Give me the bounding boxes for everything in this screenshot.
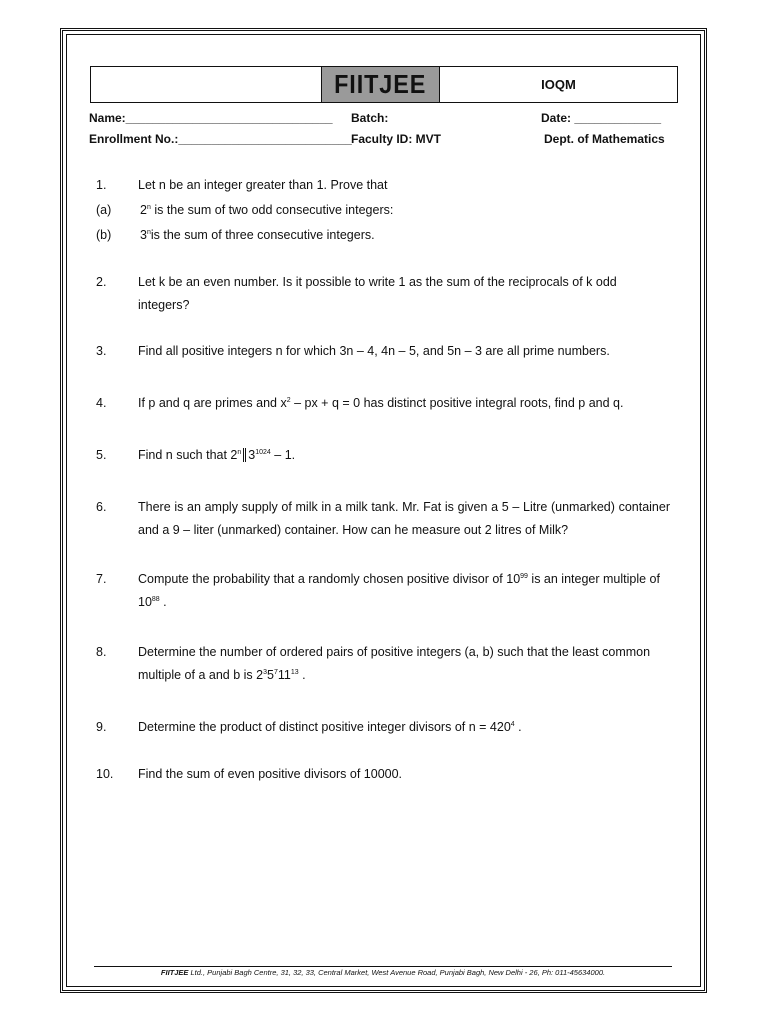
question-text: Let n be an integer greater than 1. Prove that — [138, 178, 388, 192]
header-blank-cell — [91, 67, 322, 102]
date-field: Date: _____________ — [541, 111, 662, 125]
question-text: Find the sum of even positive divisors of 10000. — [138, 767, 403, 781]
question-text: Find all positive integers n for which 3n – 4, 4n – 5, and 5n – 3 are all prime numbers. — [138, 344, 610, 358]
question-text: Let k be an even number. Is it possible to write 1 as the sum of the reciprocals of k odd integers? — [138, 275, 617, 312]
question-text: Determine the number of ordered pairs of positive integers (a, b) such that the least common multiple of a and b is $2^35^711^{13}$ . — [138, 645, 651, 682]
question-number: 6. — [96, 500, 107, 514]
question-text: There is an amply supply of milk in a milk tank. Mr. Fat is given a 5 – Litre (unmarked) container and a 9 – liter (unmarked) container. How can he measure out 2 litres of Milk? — [138, 500, 670, 537]
question-text: 2$^n$ is the sum of two odd consecutive integers: — [140, 203, 394, 217]
footer-divider — [94, 966, 672, 967]
question-number: 7. — [96, 572, 107, 586]
enrollment-field: Enrollment No.:__________________________ — [89, 132, 352, 146]
batch-field: Batch: — [351, 111, 389, 125]
question-number: 8. — [96, 645, 107, 659]
question-number: 2. — [96, 275, 107, 289]
name-field: Name:_______________________________ — [89, 111, 333, 125]
question-number: (b) — [96, 228, 112, 242]
footer-address: FIITJEE Ltd., Punjabi Bagh Centre, 31, 32, 33, Central Market, West Avenue Road, Punjabi Bagh, New Delhi - 26, Ph: 011-45634000. — [160, 968, 606, 977]
divides-symbol — [243, 448, 246, 462]
question-number: (a) — [96, 203, 112, 217]
faculty-id: Faculty ID: MVT — [351, 132, 442, 146]
question-text: Compute the probability that a randomly chosen positive divisor of $10^{99}$ is an integer multiple of $10^{88}$ . — [138, 572, 660, 609]
program-title: IOQM — [541, 77, 576, 92]
question-text: Determine the product of distinct positive integer divisors of $n = 420^4$ . — [138, 720, 522, 734]
question-number: 10. — [96, 767, 114, 781]
question-text: Find n such that 2$^n$ $3^{1024} - 1$. — [138, 448, 296, 462]
logo-cell — [322, 67, 440, 102]
fiitjee-logo: FIITJEE — [334, 69, 427, 99]
question-number: 9. — [96, 720, 107, 734]
question-text: If p and q are primes and $x^2$ – px + q = 0 has distinct positive integral roots, find p and q. — [138, 396, 624, 410]
footer-brand: FIITJEE — [160, 968, 189, 977]
question-number: 3. — [96, 344, 107, 358]
question-text: 3$^n$is the sum of three consecutive integers. — [140, 228, 375, 242]
header-box — [90, 66, 678, 103]
question-number: 1. — [96, 178, 107, 192]
question-number: 5. — [96, 448, 107, 462]
question-number: 4. — [96, 396, 107, 410]
department: Dept. of Mathematics — [544, 132, 665, 146]
